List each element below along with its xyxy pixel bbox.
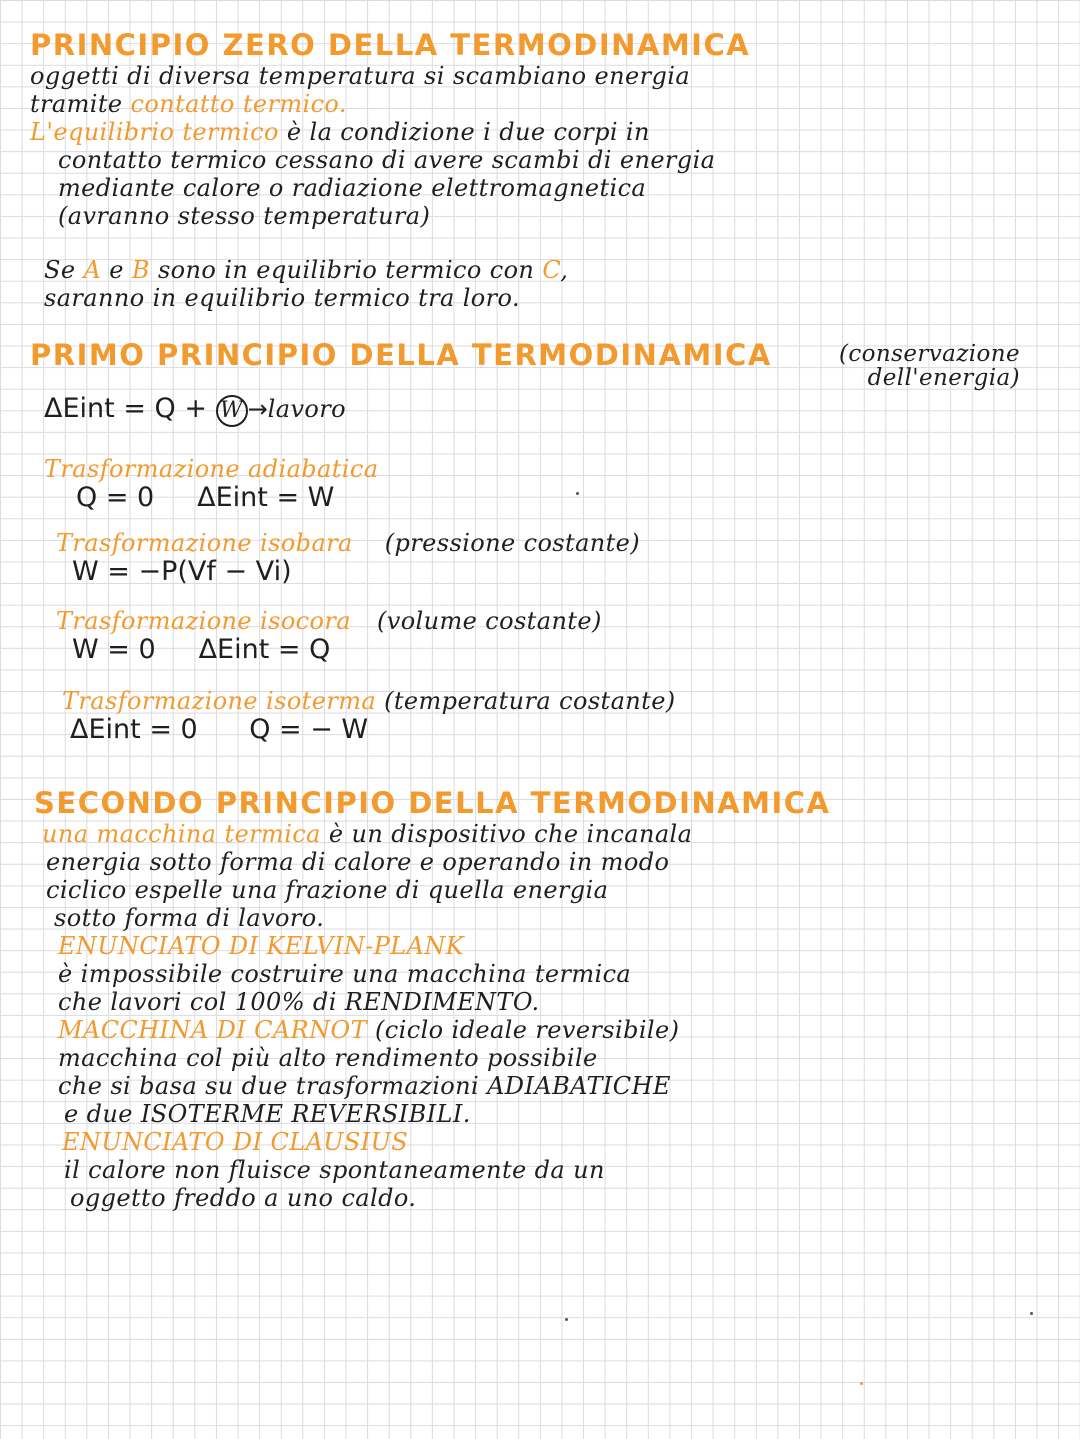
text-line: oggetto freddo a uno caldo. bbox=[70, 1184, 417, 1212]
text-line: (avranno stesso temperatura) bbox=[58, 202, 431, 230]
text-line: il calore non fluisce spontaneamente da un bbox=[64, 1156, 605, 1184]
label-C: C bbox=[542, 256, 561, 284]
first-law-formula bbox=[30, 394, 1040, 427]
text-line: mediante calore o radiazione elettromagnetica bbox=[58, 174, 647, 202]
note-line: dell'energia) bbox=[867, 365, 1020, 391]
section-title-primo-principio: PRIMO PRINCIPIO DELLA TERMODINAMICA bbox=[30, 338, 772, 372]
text-fragment: Se bbox=[44, 256, 84, 284]
arrow-icon: → bbox=[247, 395, 268, 423]
pen-dot bbox=[576, 492, 579, 495]
isobara-line bbox=[30, 529, 1040, 557]
label-B: B bbox=[131, 256, 150, 284]
text-fragment: è un dispositivo che incanala bbox=[320, 820, 693, 848]
text-line bbox=[30, 256, 750, 284]
isobara-formula: W = −P(Vf − Vi) bbox=[72, 556, 292, 587]
text-line: che si basa su due trasformazioni ADIABATICHE bbox=[58, 1072, 671, 1100]
label-A: A bbox=[83, 256, 102, 284]
adiabatica-formula: Q = 0 ΔEint = W bbox=[76, 482, 335, 513]
text-line bbox=[30, 118, 750, 146]
text-line bbox=[34, 820, 1044, 848]
section-title-secondo-principio: SECONDO PRINCIPIO DELLA TERMODINAMICA bbox=[34, 786, 831, 820]
carnot-line bbox=[34, 1016, 1044, 1044]
text-line: macchina col più alto rendimento possibile bbox=[58, 1044, 598, 1072]
isoterma-note: (temperatura costante) bbox=[384, 687, 676, 715]
formula-label: lavoro bbox=[267, 395, 346, 423]
conservation-note bbox=[765, 342, 1020, 390]
highlight-term: L'equilibrio termico bbox=[30, 118, 279, 146]
kelvin-title: ENUNCIATO DI KELVIN-PLANK bbox=[58, 932, 465, 960]
pen-dot bbox=[565, 1318, 568, 1321]
text-line: è impossibile costruire una macchina termica bbox=[58, 960, 632, 988]
section-primo-principio bbox=[30, 338, 1040, 745]
text-line: sotto forma di lavoro. bbox=[54, 904, 325, 932]
isocora-title: Trasformazione isocora bbox=[56, 607, 351, 635]
text-fragment: sono in equilibrio termico con bbox=[149, 256, 543, 284]
text-line: oggetti di diversa temperatura si scambiano energia bbox=[30, 62, 691, 90]
text-line: che lavori col 100% di RENDIMENTO. bbox=[58, 988, 540, 1016]
isoterma-line bbox=[30, 687, 1040, 715]
adiabatica-title: Trasformazione adiabatica bbox=[44, 455, 379, 483]
note-line: (conservazione bbox=[839, 341, 1020, 367]
text-fragment: è la condizione i due corpi in bbox=[278, 118, 650, 146]
isoterma-title: Trasformazione isoterma bbox=[62, 687, 377, 715]
carnot-note: (ciclo ideale reversibile) bbox=[367, 1016, 680, 1044]
text-line bbox=[30, 90, 750, 118]
formula-text: ΔEint = Q + bbox=[44, 393, 216, 424]
circled-work-symbol: W bbox=[216, 395, 248, 427]
isobara-title: Trasformazione isobara bbox=[56, 529, 353, 557]
section-principio-zero bbox=[30, 28, 750, 312]
isocora-note: (volume costante) bbox=[376, 607, 602, 635]
text-line: energia sotto forma di calore e operando in modo bbox=[46, 848, 670, 876]
text-line: e due ISOTERME REVERSIBILI. bbox=[64, 1100, 471, 1128]
text-fragment: e bbox=[101, 256, 132, 284]
isoterma-formula: ΔEint = 0 Q = − W bbox=[70, 714, 369, 745]
highlight-term: contatto termico. bbox=[130, 90, 347, 118]
text-line: saranno in equilibrio termico tra loro. bbox=[44, 284, 520, 312]
isocora-formula: W = 0 ΔEint = Q bbox=[72, 634, 331, 665]
text-line: ciclico espelle una frazione di quella energia bbox=[46, 876, 609, 904]
text-line: contatto termico cessano di avere scambi di energia bbox=[58, 146, 716, 174]
text-fragment: , bbox=[560, 256, 569, 284]
isocora-line bbox=[30, 607, 1040, 635]
clausius-title: ENUNCIATO DI CLAUSIUS bbox=[62, 1128, 409, 1156]
section-secondo-principio bbox=[34, 786, 1044, 1212]
text-fragment: tramite bbox=[30, 90, 131, 118]
section-title-principio-zero: PRINCIPIO ZERO DELLA TERMODINAMICA bbox=[30, 28, 751, 62]
carnot-title: MACCHINA DI CARNOT bbox=[58, 1016, 368, 1044]
pen-dot bbox=[1030, 1312, 1033, 1315]
pen-dot bbox=[860, 1382, 863, 1385]
highlight-term: una macchina termica bbox=[42, 820, 321, 848]
isobara-note: (pressione costante) bbox=[384, 529, 641, 557]
